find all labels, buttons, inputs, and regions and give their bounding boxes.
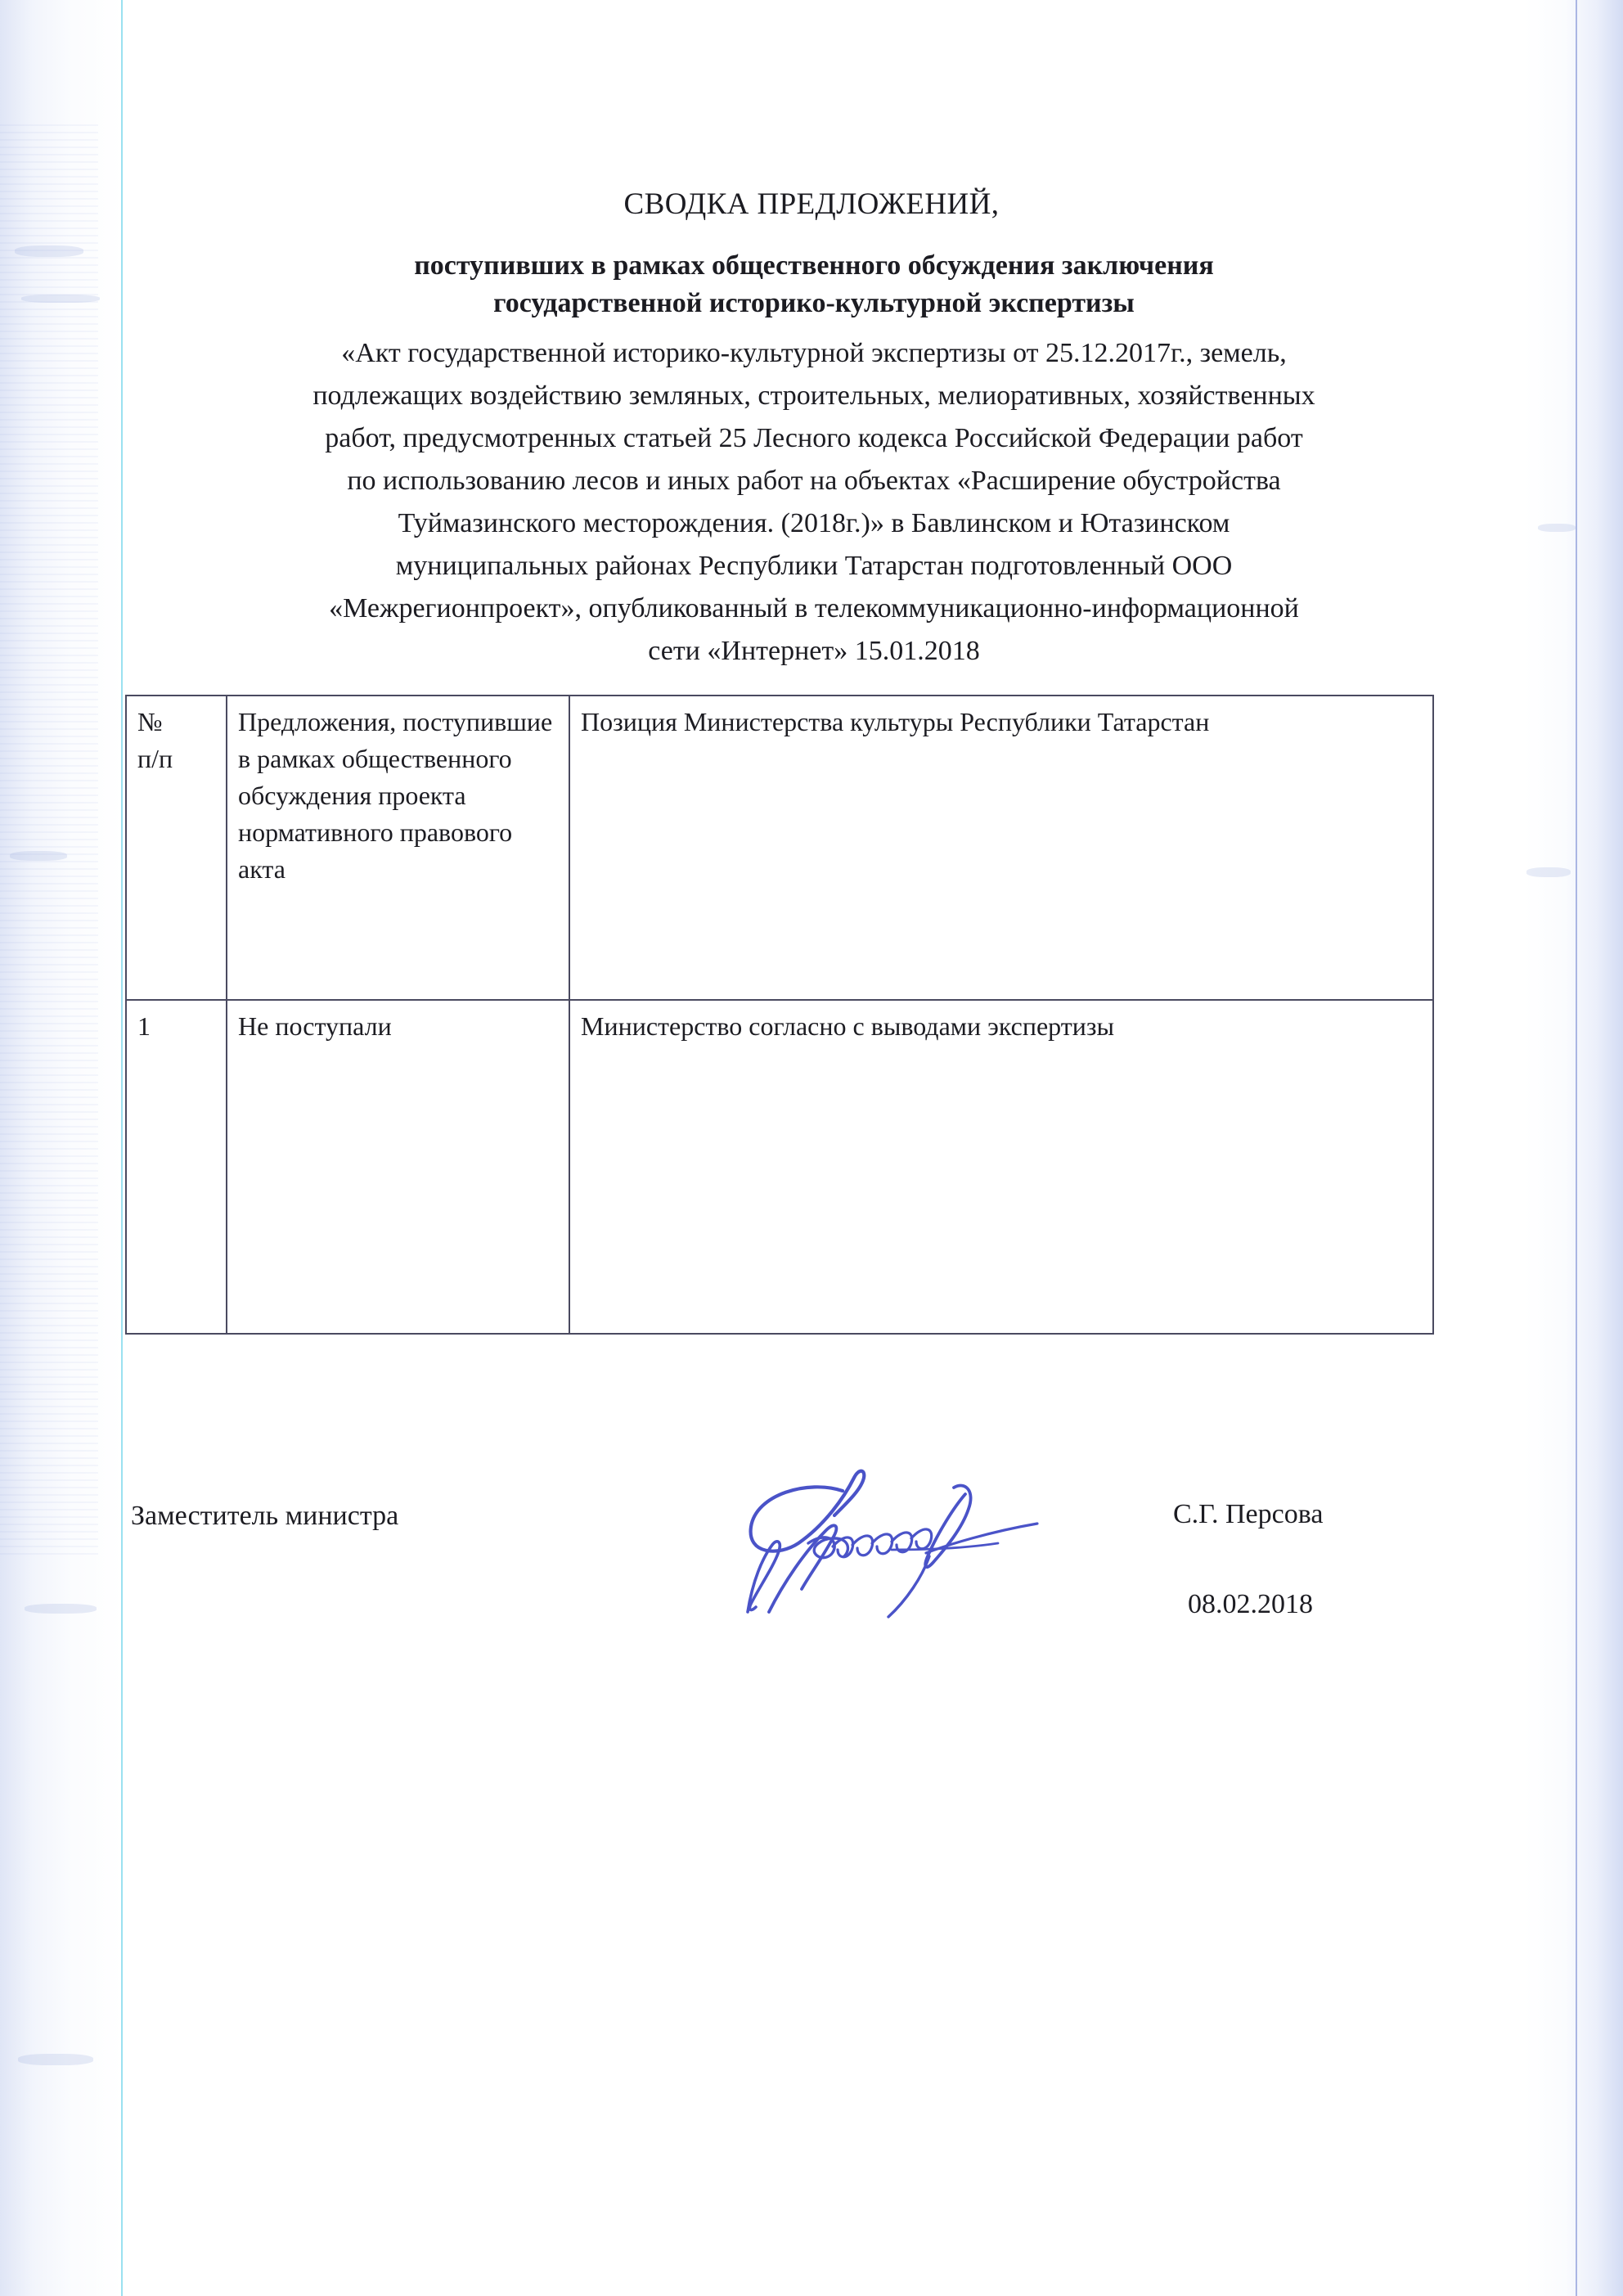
column-header-position: Позиция Министерства культуры Республики Татарстан bbox=[569, 696, 1433, 1000]
document-body bbox=[123, 332, 1505, 673]
column-header-proposals: Предложения, поступившие в рамках общественного обсуждения проекта нормативного правового акта bbox=[227, 696, 569, 1000]
signer-role: Заместитель министра bbox=[131, 1501, 399, 1531]
column-header-number-line-1: № bbox=[137, 707, 163, 736]
scan-noise-left-edge bbox=[0, 0, 123, 2296]
body-line: по использованию лесов и иных работ на объектах «Расширение обустройства bbox=[347, 466, 1281, 496]
table-header-row bbox=[126, 696, 1433, 1000]
scan-speck bbox=[1538, 524, 1576, 532]
proposals-table bbox=[125, 695, 1434, 1335]
body-line: «Акт государственной историко-культурной экспертизы от 25.12.2017г., земель, bbox=[341, 338, 1287, 368]
cell-number: 1 bbox=[126, 1000, 227, 1334]
table-row bbox=[126, 1000, 1433, 1334]
body-line: сети «Интернет» 15.01.2018 bbox=[648, 636, 980, 666]
cell-position: Министерство согласно с выводами экспертизы bbox=[569, 1000, 1433, 1334]
handwritten-signature bbox=[720, 1452, 1063, 1636]
scan-speck bbox=[21, 295, 100, 303]
document-subtitle-line-1: поступивших в рамках общественного обсуждения заключения bbox=[414, 250, 1214, 281]
scan-speck bbox=[25, 1604, 97, 1614]
signer-name: С.Г. Персова bbox=[1173, 1499, 1324, 1529]
column-header-number-line-2: п/п bbox=[137, 744, 173, 773]
page-title: СВОДКА ПРЕДЛОЖЕНИЙ, bbox=[623, 187, 1000, 221]
document-subtitle bbox=[188, 247, 1440, 322]
body-line: «Межрегионпроект», опубликованный в телекоммуникационно-информационной bbox=[329, 593, 1299, 624]
body-line: муниципальных районах Республики Татарстан подготовленный ООО bbox=[395, 551, 1233, 581]
column-header-number bbox=[126, 696, 227, 1000]
scan-speck bbox=[15, 245, 83, 257]
body-line: работ, предусмотренных статьей 25 Лесного кодекса Российской Федерации работ bbox=[325, 423, 1303, 453]
scan-edge-line-right bbox=[1576, 0, 1577, 2296]
scan-speck bbox=[10, 851, 67, 861]
scan-speck bbox=[18, 2054, 93, 2065]
document-subtitle-line-2: государственной историко-культурной экспертизы bbox=[493, 288, 1135, 318]
scan-speck bbox=[1526, 867, 1571, 877]
scan-noise-right-edge bbox=[1525, 0, 1623, 2296]
body-line: Туймазинского месторождения. (2018г.)» в Бавлинском и Ютазинском bbox=[398, 508, 1230, 538]
signature-date: 08.02.2018 bbox=[1188, 1589, 1313, 1619]
cell-proposals: Не поступали bbox=[227, 1000, 569, 1334]
body-line: подлежащих воздействию земляных, строительных, мелиоративных, хозяйственных bbox=[312, 380, 1315, 411]
